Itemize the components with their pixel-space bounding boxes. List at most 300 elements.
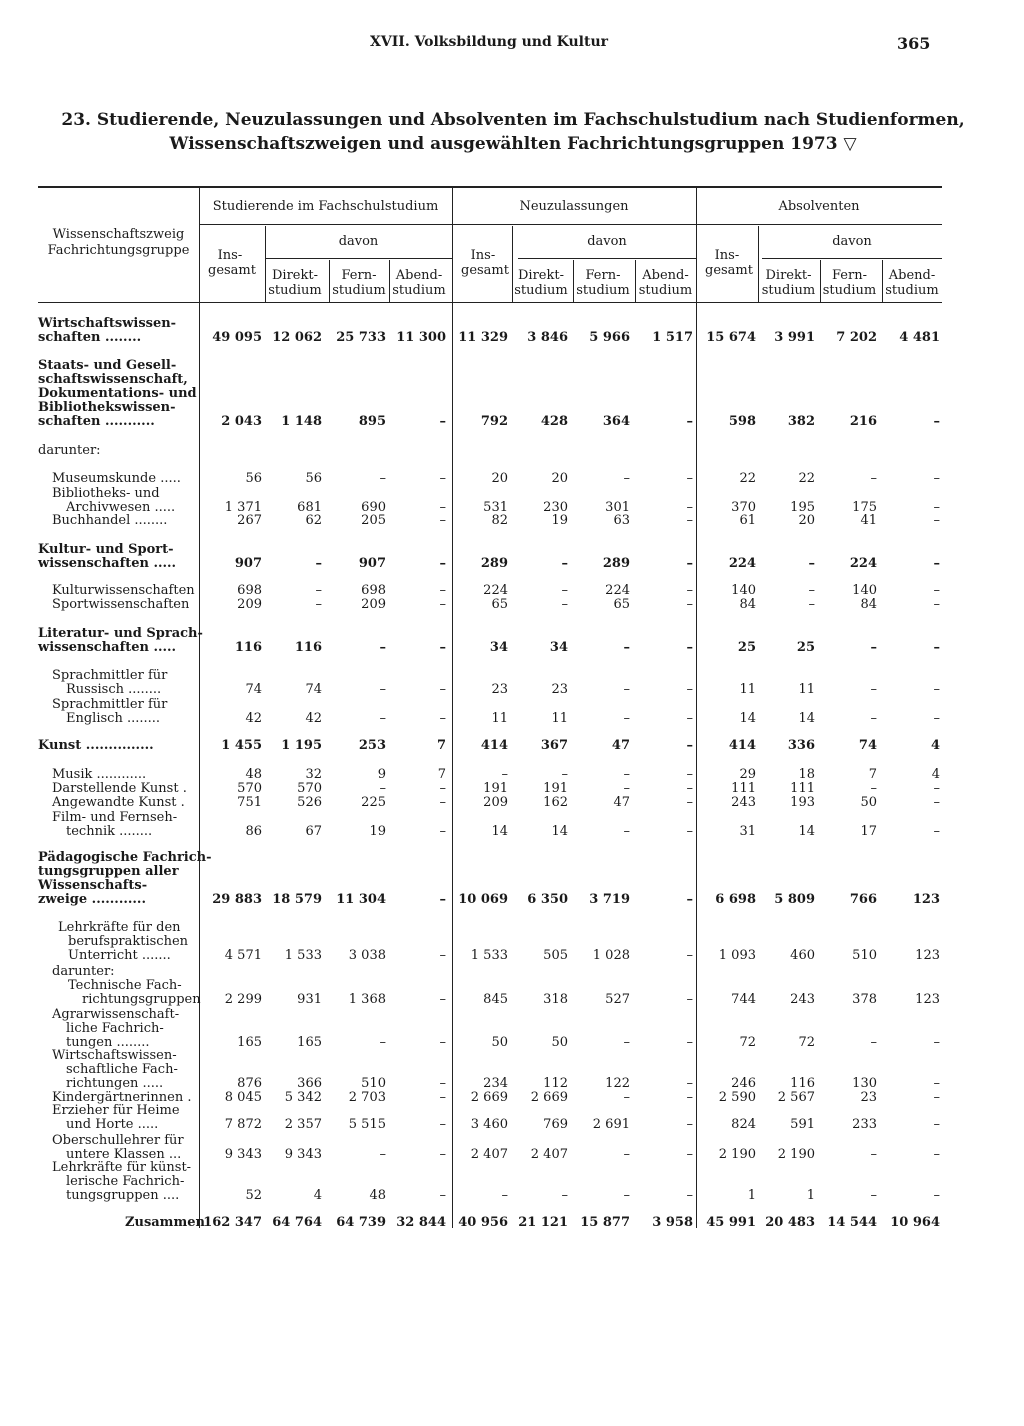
cell-value: 2 691 bbox=[592, 1117, 630, 1132]
row-label: Bibliotheks- und bbox=[52, 486, 160, 501]
rule-davon-2 bbox=[762, 258, 942, 259]
cell-value: 230 bbox=[543, 500, 568, 515]
cell-value: 224 bbox=[483, 583, 508, 598]
cell-value: 845 bbox=[483, 992, 508, 1007]
cell-value: – bbox=[439, 500, 446, 515]
cell-value: 14 bbox=[798, 824, 815, 839]
cell-value: – bbox=[686, 711, 693, 726]
cell-value: 32 844 bbox=[396, 1215, 446, 1230]
cell-value: 3 460 bbox=[470, 1117, 508, 1132]
cell-value: 370 bbox=[731, 500, 756, 515]
subcol-header-2: studium bbox=[392, 283, 446, 298]
cell-value: 7 872 bbox=[224, 1117, 262, 1132]
cell-value: – bbox=[439, 583, 446, 598]
cell-value: 19 bbox=[369, 824, 386, 839]
cell-value: – bbox=[933, 597, 940, 612]
cell-value: – bbox=[933, 556, 940, 571]
cell-value: – bbox=[623, 1035, 630, 1050]
cell-value: 21 121 bbox=[518, 1215, 568, 1230]
cell-value: 2 590 bbox=[718, 1090, 756, 1105]
cell-value: 766 bbox=[849, 892, 877, 907]
cell-value: 12 062 bbox=[272, 330, 322, 345]
cell-value: 191 bbox=[483, 781, 508, 796]
davon-label: davon bbox=[832, 234, 872, 249]
group-header: Neuzulassungen bbox=[519, 199, 629, 214]
group-header: Studierende im Fachschulstudium bbox=[212, 199, 439, 214]
page-number: 365 bbox=[897, 34, 931, 53]
cell-value: 4 bbox=[930, 738, 940, 753]
subcol-header: Direkt- bbox=[518, 268, 564, 283]
cell-value: 3 038 bbox=[348, 948, 386, 963]
row-label: Staats- und Gesell- bbox=[38, 358, 177, 373]
cell-value: 510 bbox=[361, 1076, 386, 1091]
cell-value: – bbox=[870, 682, 877, 697]
row-label: schaften ........... bbox=[38, 414, 155, 429]
cell-value: 8 045 bbox=[224, 1090, 262, 1105]
cell-value: – bbox=[686, 414, 693, 429]
cell-value: – bbox=[933, 1090, 940, 1105]
cell-value: 253 bbox=[358, 738, 386, 753]
row-label: Wirtschaftswissen- bbox=[38, 316, 177, 331]
cell-value: 11 bbox=[798, 682, 815, 697]
cell-value: – bbox=[686, 513, 693, 528]
cell-value: 74 bbox=[245, 682, 262, 697]
row-label: Kultur- und Sport- bbox=[38, 542, 174, 557]
subcol-header: Abend- bbox=[642, 268, 689, 283]
cell-value: 1 028 bbox=[592, 948, 630, 963]
cell-value: 47 bbox=[611, 738, 630, 753]
cell-value: – bbox=[623, 1090, 630, 1105]
cell-value: 414 bbox=[728, 738, 756, 753]
cell-value: 527 bbox=[605, 992, 630, 1007]
cell-value: 301 bbox=[605, 500, 630, 515]
row-label: Oberschullehrer für bbox=[52, 1133, 184, 1148]
cell-value: 29 bbox=[739, 767, 756, 782]
cell-value: 22 bbox=[739, 471, 756, 486]
cell-value: 7 bbox=[868, 767, 877, 782]
cell-value: – bbox=[439, 795, 446, 810]
rule-header-bottom bbox=[38, 302, 942, 303]
cell-value: 140 bbox=[731, 583, 756, 598]
row-label: Kunst ............... bbox=[38, 738, 154, 753]
cell-value: 428 bbox=[540, 414, 568, 429]
cell-value: 234 bbox=[483, 1076, 508, 1091]
cell-value: 3 991 bbox=[774, 330, 815, 345]
row-label: Kindergärtnerinnen . bbox=[52, 1090, 192, 1105]
cell-value: – bbox=[933, 711, 940, 726]
cell-value: 4 bbox=[313, 1188, 322, 1203]
cell-value: – bbox=[379, 471, 386, 486]
row-label: Museumskunde ..... bbox=[52, 471, 181, 486]
row-label: Zusammen bbox=[125, 1215, 205, 1230]
cell-value: 65 bbox=[491, 597, 508, 612]
cell-value: 367 bbox=[540, 738, 568, 753]
cell-value: – bbox=[686, 795, 693, 810]
cell-value: 2 043 bbox=[221, 414, 262, 429]
cell-value: – bbox=[561, 556, 568, 571]
row-label: schaftliche Fach- bbox=[66, 1062, 178, 1077]
cell-value: 9 343 bbox=[284, 1147, 322, 1162]
cell-value: – bbox=[379, 682, 386, 697]
row-label: zweige ............ bbox=[38, 892, 146, 907]
rule-top bbox=[38, 186, 942, 188]
row-label: Wissenschafts- bbox=[38, 878, 148, 893]
cell-value: 690 bbox=[361, 500, 386, 515]
cell-value: 140 bbox=[852, 583, 877, 598]
row-label: wissenschaften ..... bbox=[38, 640, 177, 655]
cell-value: 3 719 bbox=[589, 892, 630, 907]
cell-value: – bbox=[561, 767, 568, 782]
row-label: technik ........ bbox=[66, 824, 153, 839]
cell-value: 2 357 bbox=[284, 1117, 322, 1132]
cell-value: 111 bbox=[790, 781, 815, 796]
cell-value: 336 bbox=[787, 738, 815, 753]
cell-value: 20 bbox=[491, 471, 508, 486]
cell-value: 7 bbox=[436, 738, 446, 753]
cell-value: 48 bbox=[369, 1188, 386, 1203]
row-label: Lehrkräfte für künst- bbox=[52, 1160, 192, 1175]
insgesamt-header-2: gesamt bbox=[461, 263, 509, 278]
cell-value: 824 bbox=[731, 1117, 756, 1132]
cell-value: 205 bbox=[361, 513, 386, 528]
cell-value: 7 202 bbox=[836, 330, 877, 345]
cell-value: – bbox=[686, 948, 693, 963]
rule-group-sep-0 bbox=[199, 188, 200, 1228]
cell-value: 84 bbox=[860, 597, 877, 612]
cell-value: 531 bbox=[483, 500, 508, 515]
cell-value: – bbox=[439, 1117, 446, 1132]
subcol-header: Fern- bbox=[832, 268, 867, 283]
cell-value: 123 bbox=[915, 992, 940, 1007]
row-label: Bibliothekswissen- bbox=[38, 400, 176, 415]
insgesamt-header-2: gesamt bbox=[208, 263, 256, 278]
row-label: tungsgruppen .... bbox=[66, 1188, 180, 1203]
cell-value: 165 bbox=[297, 1035, 322, 1050]
cell-value: 2 703 bbox=[348, 1090, 386, 1105]
cell-value: 50 bbox=[860, 795, 877, 810]
row-label: schaften ........ bbox=[38, 330, 142, 345]
cell-value: 50 bbox=[491, 1035, 508, 1050]
cell-value: 289 bbox=[480, 556, 508, 571]
cell-value: – bbox=[808, 597, 815, 612]
cell-value: – bbox=[379, 711, 386, 726]
cell-value: – bbox=[439, 1076, 446, 1091]
cell-value: – bbox=[439, 597, 446, 612]
cell-value: 72 bbox=[739, 1035, 756, 1050]
cell-value: 1 455 bbox=[221, 738, 262, 753]
cell-value: – bbox=[623, 767, 630, 782]
cell-value: 6 350 bbox=[527, 892, 568, 907]
row-label: tungen ........ bbox=[66, 1035, 150, 1050]
cell-value: 14 bbox=[739, 711, 756, 726]
cell-value: – bbox=[686, 1090, 693, 1105]
cell-value: 29 883 bbox=[212, 892, 262, 907]
cell-value: – bbox=[686, 500, 693, 515]
cell-value: – bbox=[623, 781, 630, 796]
insgesamt-header: Ins- bbox=[470, 248, 500, 263]
cell-value: 5 809 bbox=[774, 892, 815, 907]
cell-value: – bbox=[623, 471, 630, 486]
cell-value: 1 368 bbox=[348, 992, 386, 1007]
subcol-header: Direkt- bbox=[765, 268, 812, 283]
cell-value: 10 069 bbox=[458, 892, 508, 907]
group-header: Absolventen bbox=[778, 199, 860, 214]
row-label: Archivwesen ..... bbox=[66, 500, 176, 515]
cell-value: – bbox=[439, 1090, 446, 1105]
rule-group-sep-1 bbox=[452, 188, 453, 1228]
cell-value: – bbox=[501, 767, 508, 782]
row-label: berufspraktischen bbox=[68, 934, 189, 949]
row-label: Wirtschaftswissen- bbox=[52, 1048, 177, 1063]
cell-value: 123 bbox=[912, 892, 940, 907]
cell-value: 243 bbox=[731, 795, 756, 810]
cell-value: 2 669 bbox=[530, 1090, 568, 1105]
cell-value: 116 bbox=[294, 640, 322, 655]
cell-value: – bbox=[439, 992, 446, 1007]
cell-value: 17 bbox=[860, 824, 877, 839]
row-label: und Horte ..... bbox=[66, 1117, 159, 1132]
cell-value: – bbox=[933, 682, 940, 697]
cell-value: – bbox=[870, 1188, 877, 1203]
row-label: Sprachmittler für bbox=[52, 697, 168, 712]
cell-value: 74 bbox=[858, 738, 877, 753]
cell-value: – bbox=[686, 824, 693, 839]
cell-value: – bbox=[686, 892, 693, 907]
cell-value: 20 483 bbox=[765, 1215, 815, 1230]
row-label: Sportwissenschaften bbox=[52, 597, 190, 612]
row-label: Kulturwissenschaften bbox=[52, 583, 195, 598]
row-label: Agrarwissenschaft- bbox=[52, 1007, 180, 1022]
cell-value: – bbox=[933, 1188, 940, 1203]
insgesamt-header: Ins- bbox=[714, 248, 744, 263]
cell-value: 116 bbox=[234, 640, 262, 655]
row-label: richtungen ..... bbox=[66, 1076, 164, 1091]
cell-value: – bbox=[686, 556, 693, 571]
cell-value: – bbox=[501, 1188, 508, 1203]
cell-value: 49 095 bbox=[212, 330, 262, 345]
cell-value: 9 343 bbox=[224, 1147, 262, 1162]
cell-value: 216 bbox=[849, 414, 877, 429]
cell-value: 1 371 bbox=[224, 500, 262, 515]
title-line-2: Wissenschaftszweigen und ausgewählten Fachrichtungsgruppen 1973 ▽ bbox=[169, 134, 857, 154]
cell-value: 2 407 bbox=[530, 1147, 568, 1162]
cell-value: 792 bbox=[480, 414, 508, 429]
cell-value: – bbox=[933, 1147, 940, 1162]
cell-value: 1 bbox=[747, 1188, 756, 1203]
cell-value: – bbox=[561, 1188, 568, 1203]
cell-value: – bbox=[623, 824, 630, 839]
cell-value: 2 407 bbox=[470, 1147, 508, 1162]
rule-davon-1 bbox=[518, 258, 696, 259]
cell-value: 14 544 bbox=[827, 1215, 877, 1230]
cell-value: 31 bbox=[739, 824, 756, 839]
rule-groups bbox=[199, 224, 942, 225]
cell-value: 4 bbox=[931, 767, 940, 782]
cell-value: 162 bbox=[543, 795, 568, 810]
cell-value: 1 533 bbox=[470, 948, 508, 963]
row-label: richtungsgruppen bbox=[82, 992, 201, 1007]
cell-value: 224 bbox=[605, 583, 630, 598]
cell-value: 64 739 bbox=[336, 1215, 386, 1230]
cell-value: 769 bbox=[543, 1117, 568, 1132]
cell-value: 1 bbox=[806, 1188, 815, 1203]
subcol-header: Direkt- bbox=[272, 268, 318, 283]
cell-value: 1 195 bbox=[281, 738, 322, 753]
row-label: Unterricht ....... bbox=[68, 948, 171, 963]
cell-value: 224 bbox=[728, 556, 756, 571]
row-label: tungsgruppen aller bbox=[38, 864, 179, 879]
cell-value: – bbox=[808, 556, 815, 571]
cell-value: – bbox=[933, 640, 940, 655]
cell-value: – bbox=[933, 583, 940, 598]
cell-value: 193 bbox=[790, 795, 815, 810]
cell-value: 1 148 bbox=[281, 414, 322, 429]
cell-value: – bbox=[439, 824, 446, 839]
cell-value: – bbox=[870, 781, 877, 796]
cell-value: 510 bbox=[852, 948, 877, 963]
cell-value: 382 bbox=[787, 414, 815, 429]
cell-value: 42 bbox=[245, 711, 262, 726]
davon-label: davon bbox=[338, 234, 379, 249]
cell-value: – bbox=[686, 471, 693, 486]
cell-value: 112 bbox=[543, 1076, 568, 1091]
cell-value: – bbox=[439, 471, 446, 486]
cell-value: 111 bbox=[731, 781, 756, 796]
subcol-header: Fern- bbox=[341, 268, 377, 283]
davon-label: davon bbox=[587, 234, 627, 249]
cell-value: 20 bbox=[798, 513, 815, 528]
cell-value: 570 bbox=[297, 781, 322, 796]
cell-value: 20 bbox=[551, 471, 568, 486]
cell-value: 56 bbox=[245, 471, 262, 486]
cell-value: 34 bbox=[489, 640, 508, 655]
cell-value: – bbox=[686, 640, 693, 655]
cell-value: 40 956 bbox=[458, 1215, 508, 1230]
cell-value: – bbox=[870, 711, 877, 726]
cell-value: 67 bbox=[305, 824, 322, 839]
cell-value: 11 bbox=[491, 711, 508, 726]
stub-header-line: Fachrichtungsgruppe bbox=[47, 243, 190, 258]
cell-value: 6 698 bbox=[715, 892, 756, 907]
cell-value: – bbox=[686, 1188, 693, 1203]
cell-value: – bbox=[315, 583, 322, 598]
cell-value: 1 517 bbox=[652, 330, 693, 345]
cell-value: 2 190 bbox=[718, 1147, 756, 1162]
stub-header-line: Wissenschaftszweig bbox=[52, 227, 185, 242]
cell-value: 11 bbox=[551, 711, 568, 726]
cell-value: – bbox=[933, 824, 940, 839]
subcol-header: Fern- bbox=[585, 268, 621, 283]
cell-value: 195 bbox=[790, 500, 815, 515]
cell-value: 4 571 bbox=[224, 948, 262, 963]
cell-value: – bbox=[439, 682, 446, 697]
cell-value: 23 bbox=[491, 682, 508, 697]
subcol-header: Abend- bbox=[888, 268, 936, 283]
cell-value: – bbox=[439, 414, 446, 429]
cell-value: 1 093 bbox=[718, 948, 756, 963]
cell-value: 5 966 bbox=[589, 330, 630, 345]
cell-value: 11 304 bbox=[336, 892, 386, 907]
cell-value: 56 bbox=[305, 471, 322, 486]
cell-value: 267 bbox=[237, 513, 262, 528]
cell-value: 243 bbox=[790, 992, 815, 1007]
cell-value: 2 190 bbox=[777, 1147, 815, 1162]
cell-value: 366 bbox=[297, 1076, 322, 1091]
cell-value: 414 bbox=[480, 738, 508, 753]
cell-value: 225 bbox=[361, 795, 386, 810]
row-label: Russisch ........ bbox=[66, 682, 162, 697]
cell-value: – bbox=[379, 1035, 386, 1050]
cell-value: – bbox=[315, 597, 322, 612]
cell-value: – bbox=[623, 640, 630, 655]
row-label: schaftswissenschaft, bbox=[38, 372, 188, 387]
cell-value: 14 bbox=[491, 824, 508, 839]
cell-value: – bbox=[686, 682, 693, 697]
cell-value: 2 669 bbox=[470, 1090, 508, 1105]
subcol-header-2: studium bbox=[332, 283, 386, 298]
cell-value: 931 bbox=[297, 992, 322, 1007]
row-label: darunter: bbox=[52, 964, 115, 979]
row-label: Darstellende Kunst . bbox=[52, 781, 187, 796]
cell-value: 3 958 bbox=[652, 1215, 693, 1230]
cell-value: 698 bbox=[237, 583, 262, 598]
cell-value: 191 bbox=[543, 781, 568, 796]
cell-value: 19 bbox=[551, 513, 568, 528]
cell-value: 72 bbox=[798, 1035, 815, 1050]
cell-value: 50 bbox=[551, 1035, 568, 1050]
cell-value: 14 bbox=[798, 711, 815, 726]
insgesamt-header-2: gesamt bbox=[705, 263, 753, 278]
row-label: Dokumentations- und bbox=[38, 386, 197, 401]
cell-value: – bbox=[379, 640, 386, 655]
cell-value: – bbox=[686, 1035, 693, 1050]
cell-value: – bbox=[623, 682, 630, 697]
cell-value: – bbox=[686, 597, 693, 612]
cell-value: – bbox=[933, 513, 940, 528]
cell-value: 2 567 bbox=[777, 1090, 815, 1105]
cell-value: 165 bbox=[237, 1035, 262, 1050]
subcol-header-2: studium bbox=[822, 283, 877, 298]
cell-value: 63 bbox=[613, 513, 630, 528]
title-line-1: 23. Studierende, Neuzulassungen und Absolventen im Fachschulstudium nach Studienformen, bbox=[61, 110, 965, 130]
cell-value: 505 bbox=[543, 948, 568, 963]
cell-value: 460 bbox=[790, 948, 815, 963]
subcol-header-2: studium bbox=[638, 283, 693, 298]
cell-value: 698 bbox=[361, 583, 386, 598]
cell-value: – bbox=[933, 1117, 940, 1132]
cell-value: 123 bbox=[915, 948, 940, 963]
cell-value: – bbox=[870, 1147, 877, 1162]
cell-value: 907 bbox=[358, 556, 386, 571]
cell-value: 15 674 bbox=[706, 330, 756, 345]
cell-value: 82 bbox=[491, 513, 508, 528]
insgesamt-header: Ins- bbox=[217, 248, 247, 263]
cell-value: 22 bbox=[798, 471, 815, 486]
cell-value: – bbox=[379, 1147, 386, 1162]
cell-value: 209 bbox=[237, 597, 262, 612]
cell-value: – bbox=[686, 583, 693, 598]
cell-value: 84 bbox=[739, 597, 756, 612]
cell-value: 48 bbox=[245, 767, 262, 782]
row-label: liche Fachrich- bbox=[66, 1021, 164, 1036]
cell-value: 62 bbox=[305, 513, 322, 528]
cell-value: 907 bbox=[234, 556, 262, 571]
cell-value: 25 bbox=[737, 640, 756, 655]
cell-value: 744 bbox=[731, 992, 756, 1007]
cell-value: 4 481 bbox=[899, 330, 940, 345]
cell-value: – bbox=[933, 795, 940, 810]
cell-value: 364 bbox=[602, 414, 630, 429]
